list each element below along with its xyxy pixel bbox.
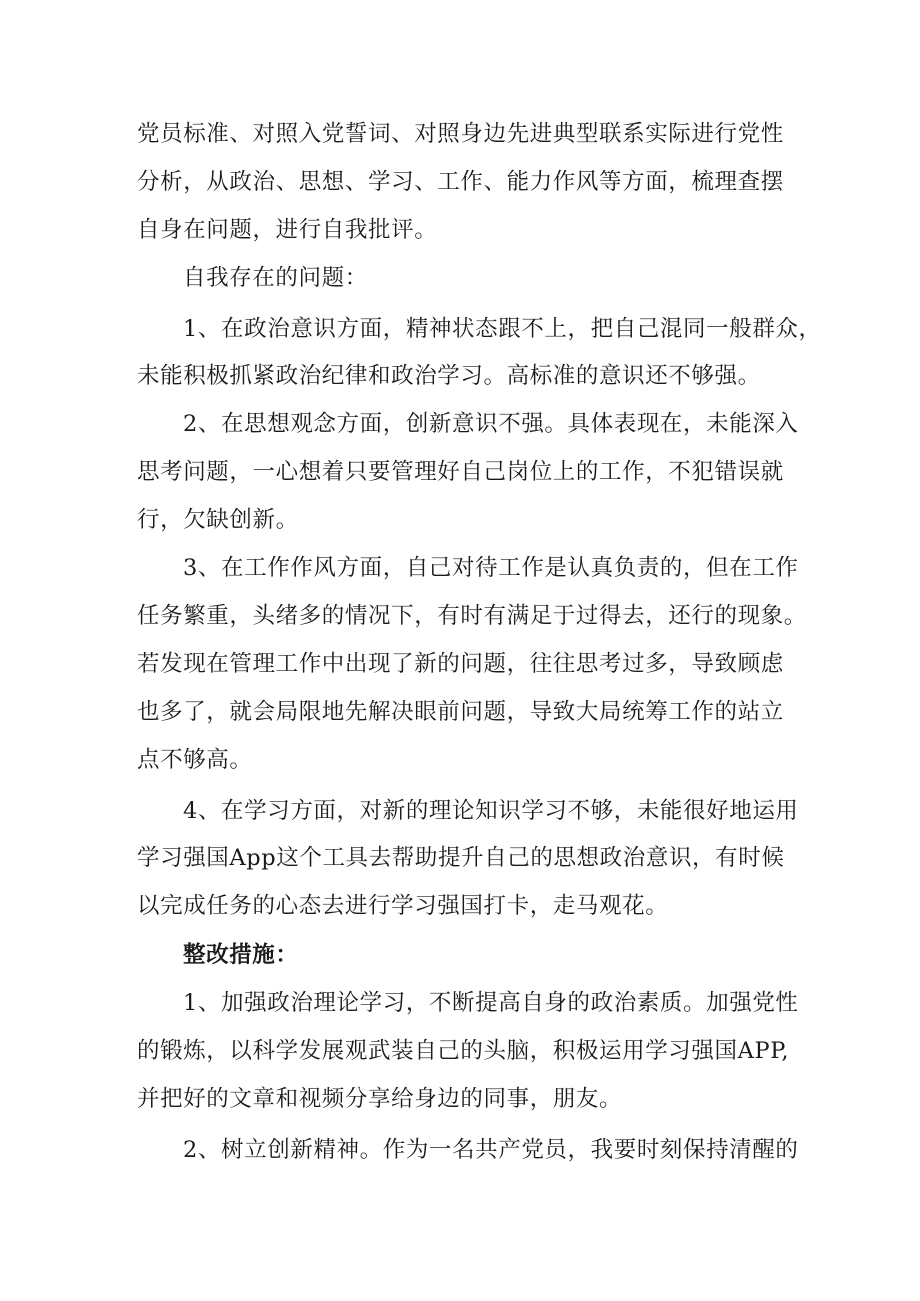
problem-2-line-2: 思考问题，一心想着只要管理好自己岗位上的工作，不犯错误就 bbox=[137, 459, 784, 485]
problem-2-line-1: 2、在思想观念方面，创新意识不强。具体表现在，未能深入 bbox=[183, 411, 799, 437]
problem-3-line-3: 若发现在管理工作中出现了新的问题，往往思考过多，导致顾虑 bbox=[137, 651, 784, 677]
paragraph-intro-line-3: 自身在问题，进行自我批评。 bbox=[137, 217, 438, 243]
problem-1-line-2: 未能积极抓紧政治纪律和政治学习。高标准的意识还不够强。 bbox=[137, 363, 761, 389]
problem-1-line-1: 1、在政治意识方面，精神状态跟不上，把自己混同一般群众， bbox=[183, 316, 822, 342]
paragraph-intro-line-2: 分析，从政治、思想、学习、工作、能力作风等方面，梳理查摆 bbox=[137, 169, 784, 195]
measure-2-line-1: 2、树立创新精神。作为一名共产党员，我要时刻保持清醒的 bbox=[183, 1137, 799, 1163]
measure-1-line-1: 1、加强政治理论学习，不断提高自身的政治素质。加强党性 bbox=[183, 990, 799, 1016]
section-heading-measures: 整改措施： bbox=[183, 942, 299, 968]
paragraph-intro-line-1: 党员标准、对照入党誓词、对照身边先进典型联系实际进行党性 bbox=[137, 121, 784, 147]
problem-4-line-1: 4、在学习方面，对新的理论知识学习不够，未能很好地运用 bbox=[183, 798, 799, 824]
problem-3-line-2: 任务繁重，头绪多的情况下，有时有满足于过得去，还行的现象。 bbox=[137, 603, 807, 629]
problem-2-line-3: 行，欠缺创新。 bbox=[137, 507, 299, 533]
measure-1-line-3: 并把好的文章和视频分享给身边的同事，朋友。 bbox=[137, 1086, 623, 1112]
measure-1-line-2: 的锻炼，以科学发展观武装自己的头脑，积极运用学习强国APP, bbox=[137, 1038, 790, 1064]
problem-3-line-1: 3、在工作作风方面，自己对待工作是认真负责的，但在工作 bbox=[183, 555, 799, 581]
problem-4-line-2: 学习强国App这个工具去帮助提升自己的思想政治意识，有时候 bbox=[137, 845, 785, 871]
problem-4-line-3: 以完成任务的心态去进行学习强国打卡，走马观花。 bbox=[137, 893, 669, 919]
problem-3-line-4: 也多了，就会局限地先解决眼前问题，导致大局统筹工作的站立 bbox=[137, 699, 784, 725]
section-heading-problems: 自我存在的问题： bbox=[183, 265, 368, 291]
problem-3-line-5: 点不够高。 bbox=[137, 747, 253, 773]
